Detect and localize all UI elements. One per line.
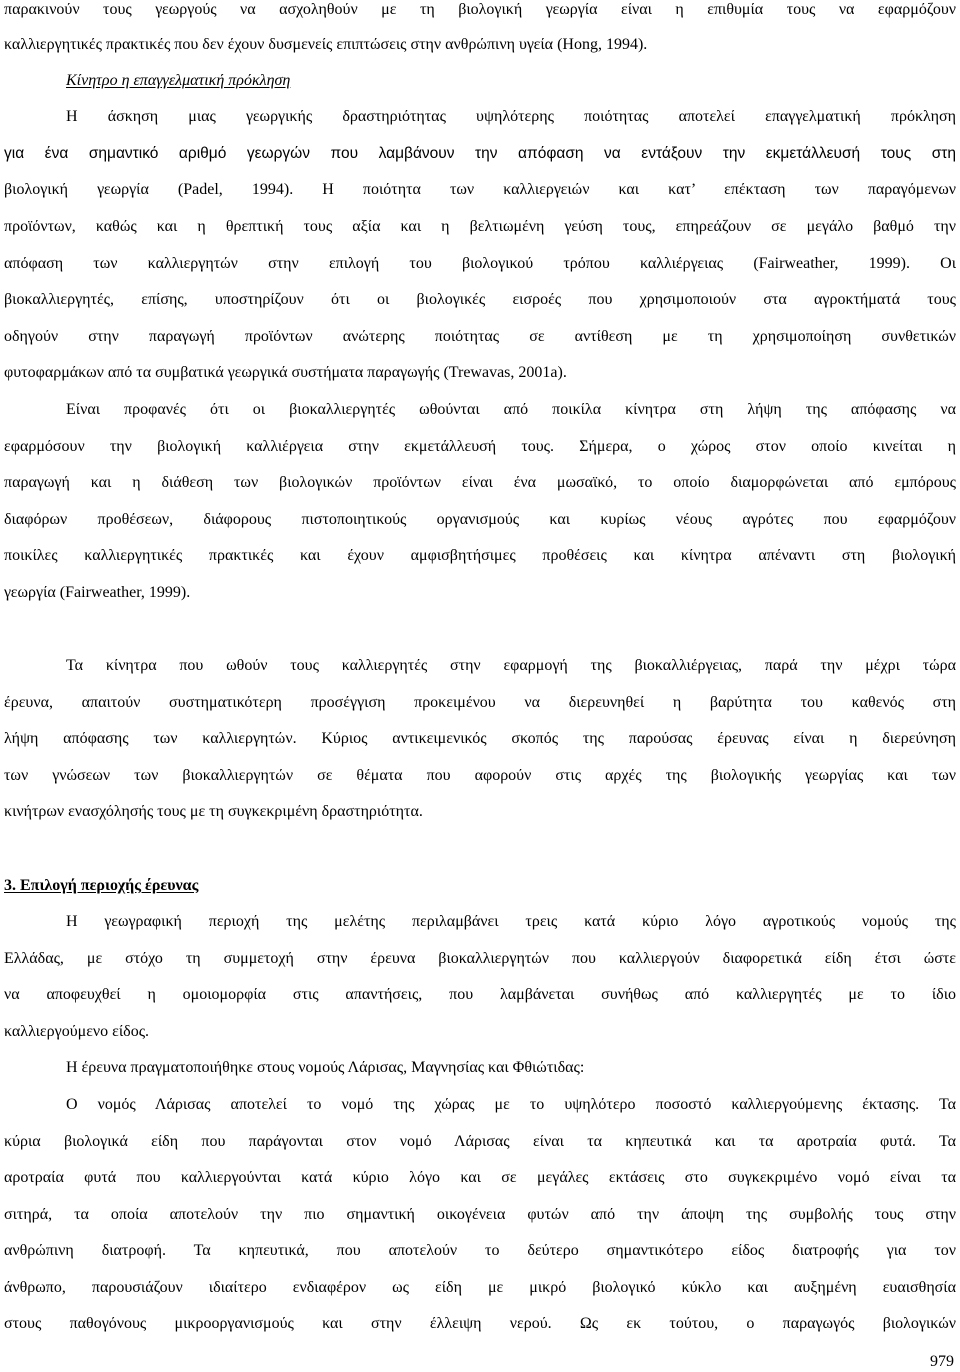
section-heading — [4, 876, 956, 896]
page-number: 979 — [930, 1353, 954, 1370]
text-line: παραγωγή και η διάθεση των βιολογικών προϊόντων είναι ένα μωσαϊκό, το οποίο διαμορφώνεται από εμπόρους — [4, 474, 956, 491]
text-line: έρευνα, απαιτούν συστηματικότερη προσέγγιση προκειμένου να διερευνηθεί η βαρύτητα του καθενός στη — [4, 694, 956, 711]
text-line: για ένα σημαντικό αριθμό γεωργών που λαμβάνουν την απόφαση να εντάξουν την εκμετάλλευσή τους στη — [4, 145, 956, 162]
text-line: καλλιεργούμενο είδος. — [4, 1023, 150, 1040]
heading-text: 3. Επιλογή περιοχής έρευνας — [4, 877, 199, 894]
section-subheading — [66, 71, 956, 91]
text-line: Η έρευνα πραγματοποιήθηκε στους νομούς Λάρισας, Μαγνησίας και Φθιώτιδας: — [66, 1059, 585, 1076]
text-line: ανθρώπινη διατροφή. Τα κηπευτικά, που αποτελούν το δεύτερο σημαντικότερο είδος διατροφής για τον — [4, 1242, 956, 1259]
text-line: καλλιεργητικές πρακτικές που δεν έχουν δυσμενείς επιπτώσεις στην ανθρώπινη υγεία (Hong, 1994). — [4, 36, 648, 53]
text-line: άνθρωπο, παρουσιάζουν ιδιαίτερο ενδιαφέρον ως είδη με μικρό βιολογικό κύκλο και αυξημένη ευαισθησία — [4, 1279, 956, 1296]
text-line: προϊόντων, καθώς και η θρεπτική τους αξία και η βελτιωμένη γεύση τους, επηρεάζουν σε μεγάλο βαθμό την — [4, 218, 956, 235]
text-segment: λήψη απόφασης των καλλιεργητών. — [4, 730, 297, 747]
text-line: των γνώσεων των βιοκαλλιεργητών σε θέματα που αφορούν στις αρχές της βιολογικής γεωργίας και των — [4, 767, 956, 784]
text-line: ποικίλες καλλιεργητικές πρακτικές και έχουν αμφισβητήσιμες προθέσεις και κίνητρα απέναντι στη βιολογική — [4, 547, 956, 564]
text-line: οδηγούν στην παραγωγή προϊόντων ανώτερης ποιότητας σε αντίθεση με τη χρησιμοποίηση συνθετικών — [4, 328, 956, 345]
text-line: να αποφευχθεί η ομοιομορφία στις απαντήσεις, που λαμβάνεται συνήθως από καλλιεργητές με το ίδιο — [4, 986, 956, 1003]
text-line: γεωργία (Fairweather, 1999). — [4, 584, 191, 601]
subheading-text: Κίνητρο η επαγγελματική πρόκληση — [66, 72, 291, 89]
text-line: βιοκαλλιεργητές, επίσης, υποστηρίζουν ότι οι βιολογικές εισροές που χρησιμοποιούν στα αγροκτήματά τους — [4, 291, 956, 308]
text-line: παρακινούν τους γεωργούς να ασχοληθούν με τη βιολογική γεωργία είναι η επιθυμία τους να εφαρμόζουν — [4, 1, 956, 18]
text-line: Ελλάδας, με στόχο τη συμμετοχή στην έρευνα βιοκαλλιεργητών που καλλιεργούν διαφορετικά είδη έτσι ώστε — [4, 950, 956, 967]
text-line — [4, 437, 956, 457]
text-line: Είναι προφανές ότι οι βιοκαλλιεργητές ωθούνται από ποικίλα κίνητρα στη λήψη της απόφασης να — [66, 401, 956, 418]
text-segment: Σήμερα, ο χώρος στον οποίο κινείται η — [579, 438, 957, 455]
text-line: αροτραία φυτά που καλλιεργούνται κατά κύριο λόγο και σε μεγάλες εκτάσεις στο συγκεκριμένο νομό είναι τα — [4, 1169, 956, 1186]
text-line — [4, 180, 956, 200]
text-line: Τα κίνητρα που ωθούν τους καλλιεργητές στην εφαρμογή της βιοκαλλιέργειας, παρά την μέχρι τώρα — [66, 657, 956, 674]
text-line: Η γεωγραφική περιοχή της μελέτης περιλαμβάνει τρεις κατά κύριο λόγο αγροτικούς νομούς της — [66, 913, 956, 930]
text-segment: βιολογική γεωργία (Padel, 1994). — [4, 181, 294, 198]
text-line: σιτηρά, τα οποία αποτελούν την πιο σημαντική οικογένεια φυτών από την άποψη της συμβολής τους στην — [4, 1206, 956, 1223]
text-segment: εφαρμόσουν την βιολογική καλλιέργεια στην εκμετάλλευσή τους. — [4, 438, 555, 455]
text-segment: Κύριος αντικειμενικός σκοπός της παρούσας έρευνας είναι η διερεύνηση — [321, 730, 957, 747]
text-line: στους παθογόνους μικροοργανισμούς και στην έλλειψη νερού. Ως εκ τούτου, ο παραγωγός βιολογικών — [4, 1315, 956, 1332]
text-line: Ο νομός Λάρισας αποτελεί το νομό της χώρας με το υψηλότερο ποσοστό καλλιεργούμενης έκτασης. Τα — [66, 1096, 956, 1113]
text-segment: Η ποιότητα των καλλιεργειών και κατ’ επέκταση των παραγόμενων — [322, 181, 957, 198]
text-line: κύρια βιολογικά είδη που παράγονται στον νομό Λάρισας είναι τα κηπευτικά και τα αροτραία φυτά. Τα — [4, 1133, 956, 1150]
text-line: φυτοφαρμάκων από τα συμβατικά γεωργικά συστήματα παραγωγής (Trewavas, 2001a). — [4, 364, 567, 381]
text-line: κινήτρων ενασχόλησής τους με τη συγκεκριμένη δραστηριότητα. — [4, 803, 423, 820]
text-line: Η άσκηση μιας γεωργικής δραστηριότητας υψηλότερης ποιότητας αποτελεί επαγγελματική πρόκληση — [66, 108, 956, 125]
text-line: διαφόρων προθέσεων, διάφορους πιστοποιητικούς οργανισμούς και κυρίως νέους αγρότες που εφαρμόζουν — [4, 511, 956, 528]
text-line: απόφαση των καλλιεργητών στην επιλογή του βιολογικού τρόπου καλλιέργειας (Fairweather, 1999). Οι — [4, 255, 956, 272]
text-line — [4, 729, 956, 749]
